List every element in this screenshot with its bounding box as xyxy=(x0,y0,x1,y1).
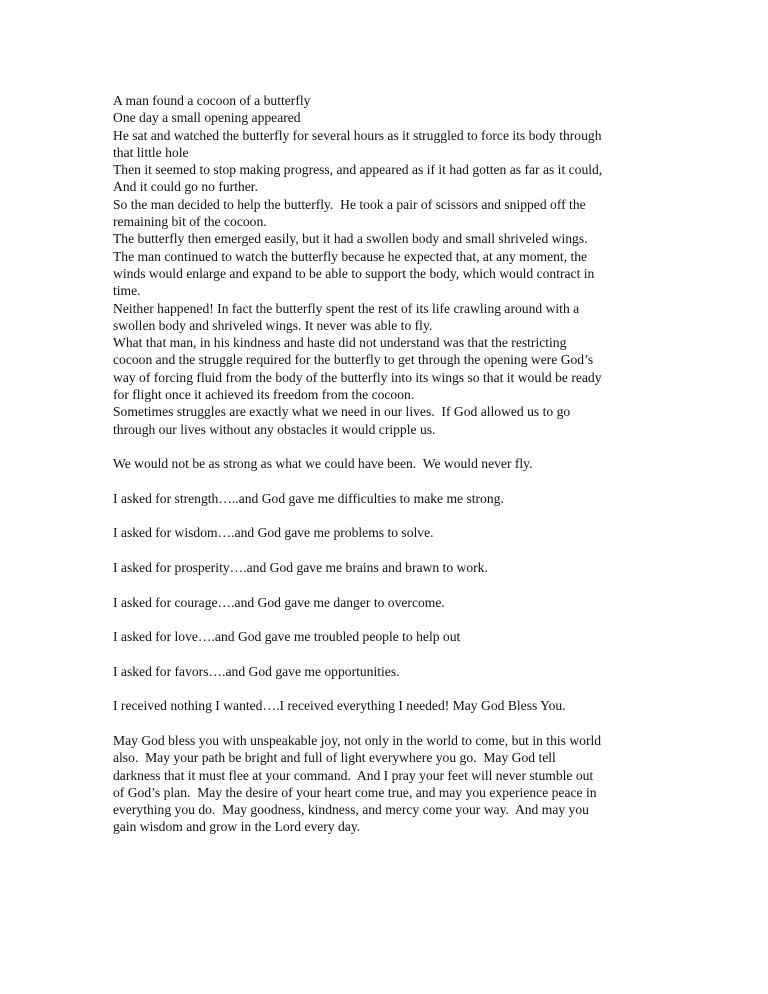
document-page xyxy=(113,92,673,836)
blessing-line: of God’s plan. May the desire of your heart come true, and may you experience peace in xyxy=(113,784,597,800)
paragraph-spacer xyxy=(113,715,673,732)
story-line: He sat and watched the butterfly for several hours as it struggled to force its body through xyxy=(113,127,602,143)
story-line: And it could go no further. xyxy=(113,179,258,195)
story-line: One day a small opening appeared xyxy=(113,110,301,126)
blessing-line: gain wisdom and grow in the Lord every day. xyxy=(113,819,361,835)
paragraph-spacer xyxy=(113,507,673,524)
strong-line: We would not be as strong as what we could have been. We would never fly. xyxy=(113,456,533,472)
story-line: Neither happened! In fact the butterfly spent the rest of its life crawling around with a xyxy=(113,300,580,316)
paragraph-spacer xyxy=(113,542,673,559)
paragraph-spacer xyxy=(113,680,673,697)
blessing-line: May God bless you with unspeakable joy, not only in the world to come, but in this world xyxy=(113,732,602,748)
story-line: winds would enlarge and expand to be able to support the body, which would contract in xyxy=(113,265,595,281)
story-line: cocoon and the struggle required for the butterfly to get through the opening were God’s xyxy=(113,352,594,368)
received-line: I received nothing I wanted….I received everything I needed! May God Bless You. xyxy=(113,698,566,714)
story-line: remaining bit of the cocoon. xyxy=(113,214,267,230)
blessing-line: everything you do. May goodness, kindness, and mercy come your way. And may you xyxy=(113,802,589,818)
story-line: through our lives without any obstacles it would cripple us. xyxy=(113,421,436,437)
story-line: So the man decided to help the butterfly. He took a pair of scissors and snipped off the xyxy=(113,196,586,212)
paragraph-spacer xyxy=(113,576,673,593)
asked-line-strength: I asked for strength…..and God gave me difficulties to make me strong. xyxy=(113,490,504,506)
blessing-line: also. May your path be bright and full of light everywhere you go. May God tell xyxy=(113,750,556,766)
paragraph-spacer xyxy=(113,438,673,455)
asked-line-love: I asked for love….and God gave me troubled people to help out xyxy=(113,629,461,645)
asked-line-favors: I asked for favors….and God gave me opportunities. xyxy=(113,663,400,679)
story-line: Sometimes struggles are exactly what we need in our lives. If God allowed us to go xyxy=(113,404,571,420)
paragraph-spacer xyxy=(113,646,673,663)
story-line: time. xyxy=(113,283,141,299)
story-line: A man found a cocoon of a butterfly xyxy=(113,93,311,108)
story-line: that little hole xyxy=(113,144,189,160)
asked-line-courage: I asked for courage….and God gave me danger to overcome. xyxy=(113,594,445,610)
asked-line-prosperity: I asked for prosperity….and God gave me brains and brawn to work. xyxy=(113,560,488,576)
story-line: swollen body and shriveled wings. It never was able to fly. xyxy=(113,317,433,333)
story-line: The man continued to watch the butterfly because he expected that, at any moment, the xyxy=(113,248,588,264)
paragraph-spacer xyxy=(113,473,673,490)
story-paragraph xyxy=(113,92,673,438)
blessing-line: darkness that it must flee at your command. And I pray your feet will never stumble out xyxy=(113,767,594,783)
paragraph-spacer xyxy=(113,611,673,628)
story-line: Then it seemed to stop making progress, and appeared as if it had gotten as far as it could, xyxy=(113,162,603,178)
story-line: way of forcing fluid from the body of the butterfly into its wings so that it would be ready xyxy=(113,369,602,385)
blessing-paragraph xyxy=(113,732,673,836)
story-line: What that man, in his kindness and haste did not understand was that the restricting xyxy=(113,335,567,351)
story-line: The butterfly then emerged easily, but it had a swollen body and small shriveled wings. xyxy=(113,231,588,247)
story-line: for flight once it achieved its freedom from the cocoon. xyxy=(113,387,415,403)
asked-line-wisdom: I asked for wisdom….and God gave me problems to solve. xyxy=(113,525,434,541)
